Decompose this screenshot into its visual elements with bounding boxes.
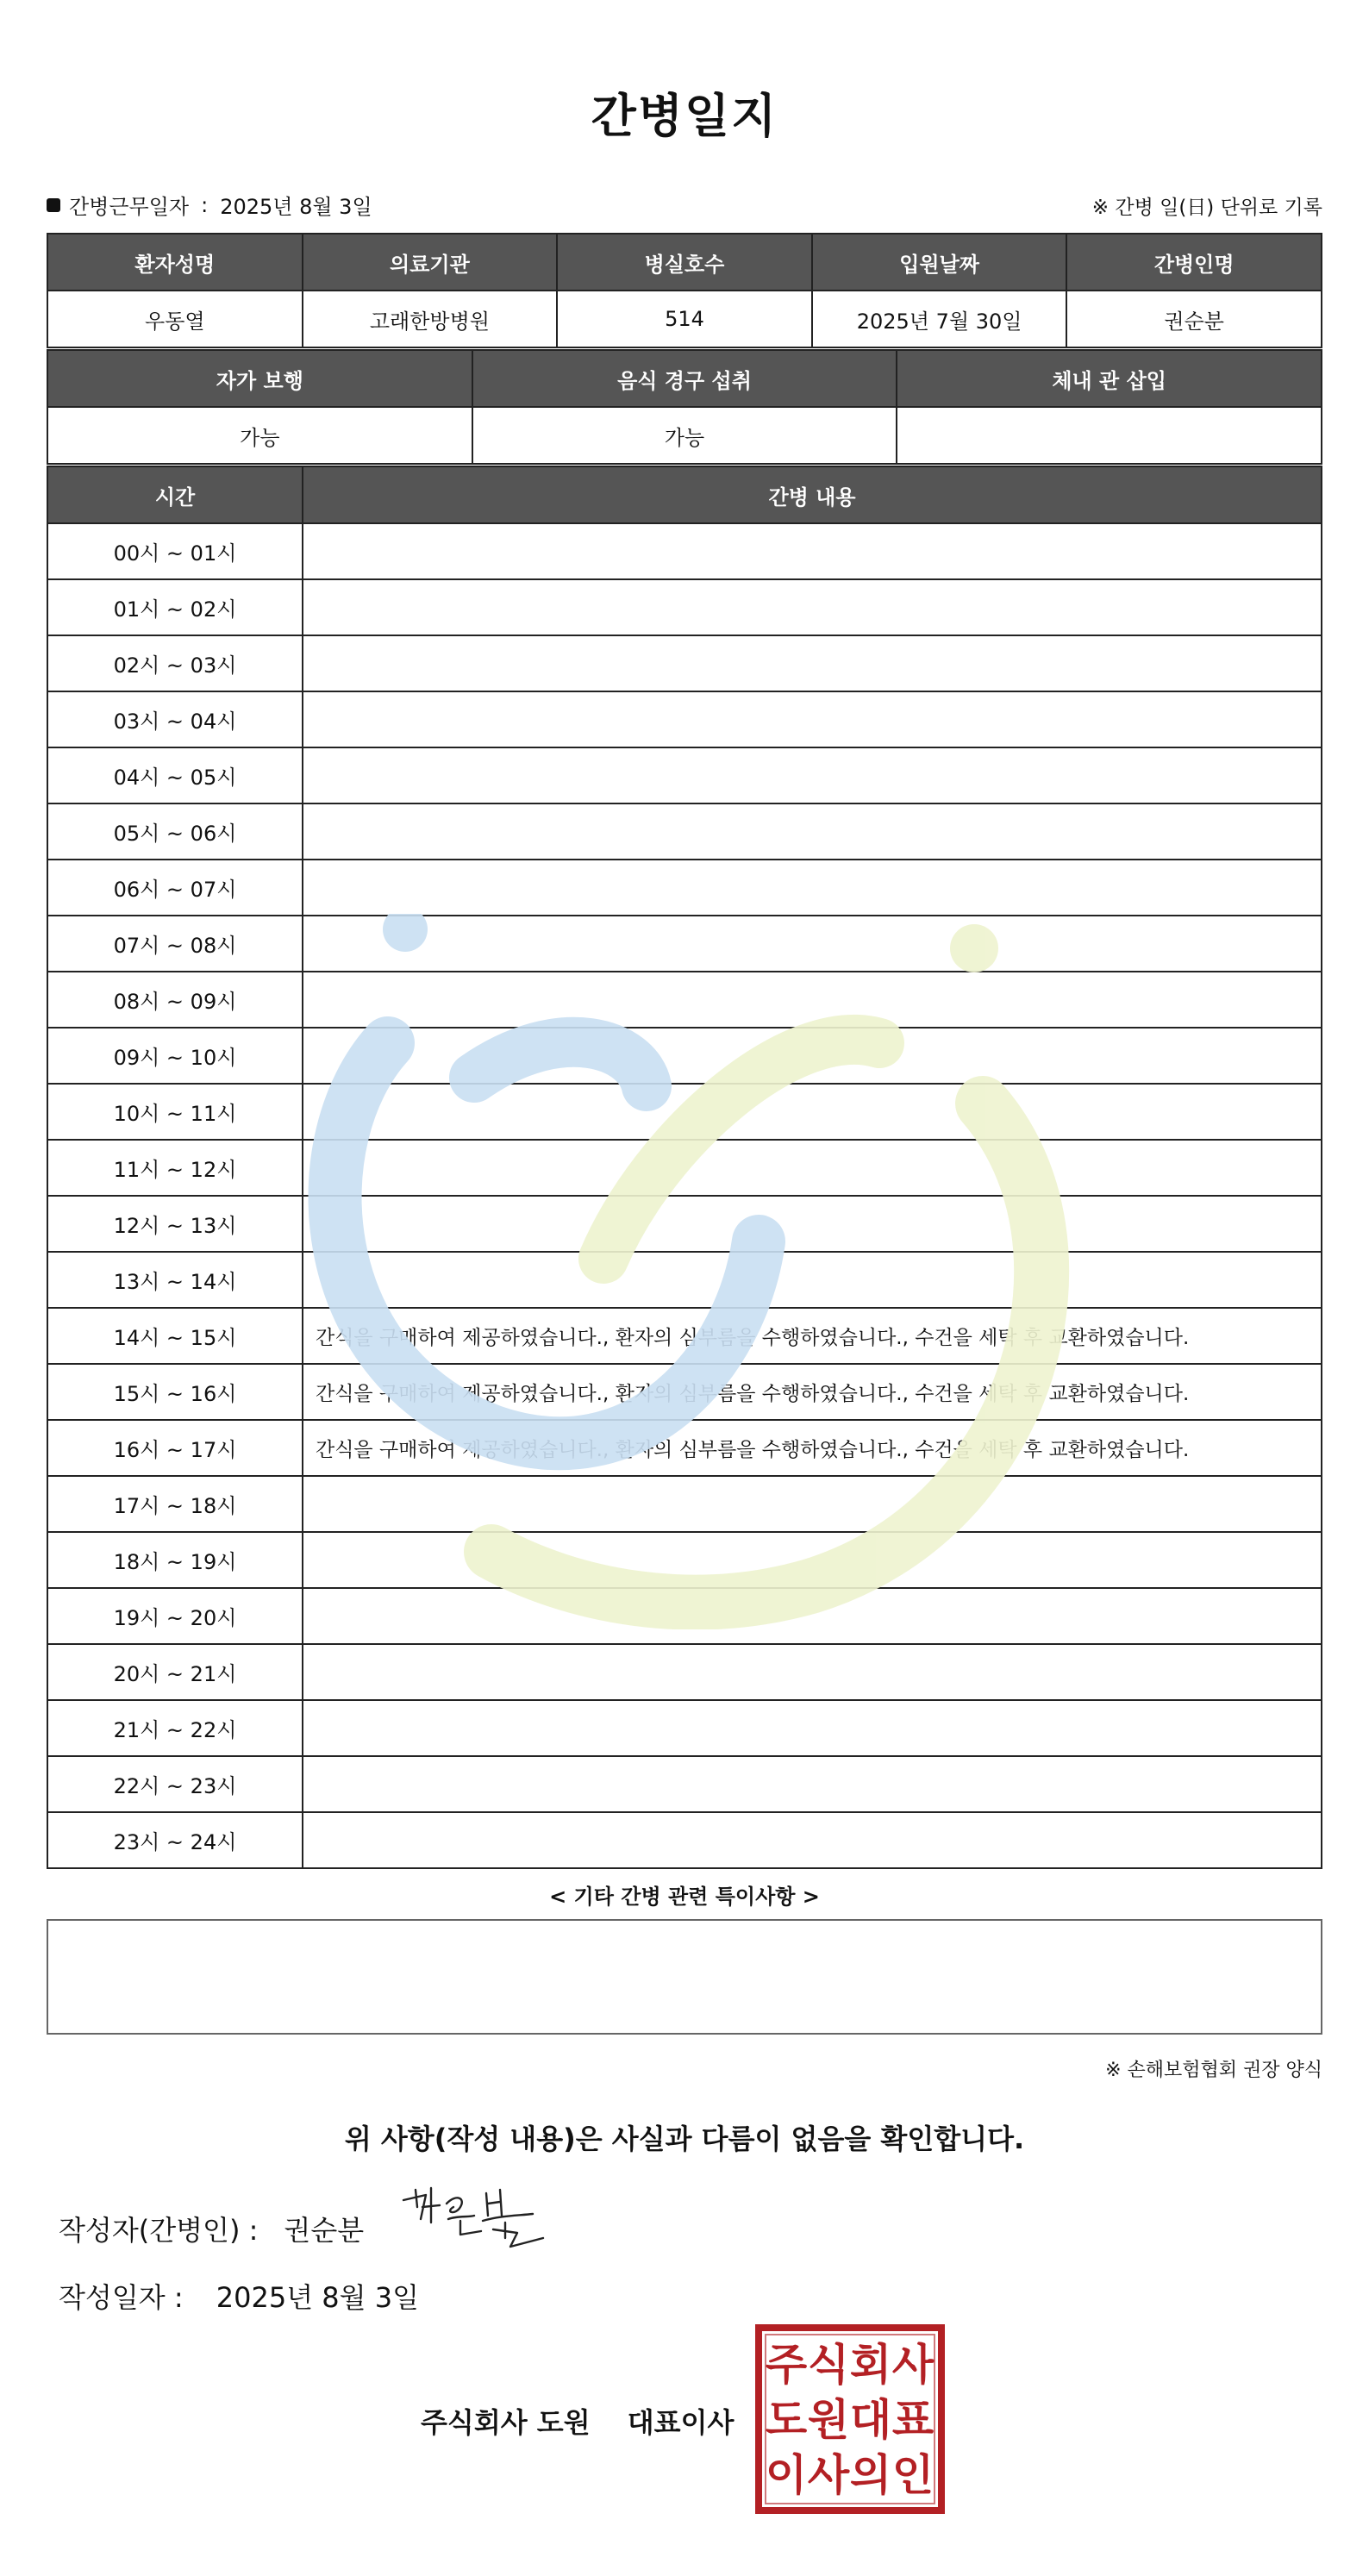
work-date-row: [47, 190, 1322, 224]
company-signature-line: [421, 2401, 734, 2441]
header-self-walking: 자가 보행: [47, 350, 472, 407]
care-log-row: [47, 1196, 1322, 1252]
header-tube-insertion: 체내 관 삽입: [897, 350, 1322, 407]
care-log-row: [47, 1644, 1322, 1700]
time-slot: 06시 ~ 07시: [47, 860, 303, 916]
care-log-row: [47, 523, 1322, 579]
time-slot: 18시 ~ 19시: [47, 1532, 303, 1588]
patient-info-header-row: [47, 234, 1322, 291]
care-log-table: [47, 466, 1322, 1869]
writer-name: 권순분: [284, 2214, 365, 2247]
care-log-row: [47, 1812, 1322, 1868]
care-log-row: [47, 803, 1322, 860]
status-value-row: [47, 407, 1322, 464]
care-log-row: [47, 1532, 1322, 1588]
care-content: [303, 1700, 1322, 1756]
patient-info-table: [47, 233, 1322, 348]
header-care-content: 간병 내용: [303, 466, 1322, 523]
seal-character: 회: [849, 2340, 892, 2390]
time-slot: 23시 ~ 24시: [47, 1812, 303, 1868]
self-walking-value: 가능: [47, 407, 472, 464]
care-content: [303, 523, 1322, 579]
writer-label: 작성자(간병인) :: [59, 2214, 259, 2247]
care-content: [303, 1252, 1322, 1308]
time-slot: 17시 ~ 18시: [47, 1476, 303, 1532]
care-log-body: [47, 523, 1322, 1868]
care-content: [303, 1084, 1322, 1140]
care-content: [303, 1028, 1322, 1084]
time-slot: 20시 ~ 21시: [47, 1644, 303, 1700]
care-content: 간식을 구매하여 제공하였습니다., 환자의 심부름을 수행하였습니다., 수건을 세탁 후 교환하였습니다.: [303, 1364, 1322, 1420]
seal-character: 도: [765, 2395, 808, 2445]
seal-character: 대: [849, 2395, 892, 2445]
seal-character: 사: [891, 2340, 935, 2390]
care-log-row: [47, 1420, 1322, 1476]
care-log-row: [47, 860, 1322, 916]
patient-info-value-row: [47, 291, 1322, 347]
time-slot: 08시 ~ 09시: [47, 972, 303, 1028]
care-content: [303, 747, 1322, 803]
time-slot: 19시 ~ 20시: [47, 1588, 303, 1644]
seal-character: 주: [765, 2340, 808, 2390]
time-slot: 04시 ~ 05시: [47, 747, 303, 803]
time-slot: 00시 ~ 01시: [47, 523, 303, 579]
care-log-header-row: [47, 466, 1322, 523]
square-bullet-icon: [47, 198, 60, 212]
care-content: [303, 1588, 1322, 1644]
care-log-row: [47, 1700, 1322, 1756]
care-content: [303, 635, 1322, 691]
time-slot: 12시 ~ 13시: [47, 1196, 303, 1252]
seal-character: 의: [849, 2450, 892, 2500]
seal-character: 사: [807, 2450, 850, 2500]
care-log-row: [47, 635, 1322, 691]
care-log-row: [47, 1140, 1322, 1196]
care-log-row: [47, 1252, 1322, 1308]
work-date-label: 간병근무일자: [69, 195, 190, 219]
care-log-row: [47, 691, 1322, 747]
header-admission-date: 입원날짜: [812, 234, 1067, 291]
care-content: [303, 803, 1322, 860]
time-slot: 13시 ~ 14시: [47, 1252, 303, 1308]
time-slot: 14시 ~ 15시: [47, 1308, 303, 1364]
room-number: 514: [557, 291, 812, 347]
patient-name: 우동열: [47, 291, 303, 347]
care-content: [303, 691, 1322, 747]
time-slot: 02시 ~ 03시: [47, 635, 303, 691]
confirmation-statement: 위 사항(작성 내용)은 사실과 다름이 없음을 확인합니다.: [344, 2123, 1025, 2155]
work-date-value: 2025년 8월 3일: [220, 195, 372, 219]
care-content: [303, 1532, 1322, 1588]
hospital-name: 고래한방병원: [303, 291, 558, 347]
time-slot: 10시 ~ 11시: [47, 1084, 303, 1140]
care-log-row: [47, 1028, 1322, 1084]
seal-character: 이: [765, 2450, 808, 2500]
time-slot: 09시 ~ 10시: [47, 1028, 303, 1084]
care-content: [303, 1756, 1322, 1812]
care-content: 간식을 구매하여 제공하였습니다., 환자의 심부름을 수행하였습니다., 수건을 세탁 후 교환하였습니다.: [303, 1420, 1322, 1476]
time-slot: 15시 ~ 16시: [47, 1364, 303, 1420]
seal-character: 원: [807, 2395, 850, 2445]
status-header-row: [47, 350, 1322, 407]
care-log-row: [47, 1588, 1322, 1644]
care-content: [303, 916, 1322, 972]
caregiver-name: 권순분: [1066, 291, 1322, 347]
written-date-label: 작성일자 :: [59, 2281, 184, 2314]
care-log-row: [47, 579, 1322, 635]
separator: :: [201, 192, 209, 217]
recommendation-note: ※ 손해보험협회 권장 양식: [1105, 2060, 1322, 2081]
care-log-row: [47, 1084, 1322, 1140]
header-hospital: 의료기관: [303, 234, 558, 291]
time-slot: 21시 ~ 22시: [47, 1700, 303, 1756]
company-name: 주식회사 도원: [421, 2406, 591, 2439]
care-content: [303, 1196, 1322, 1252]
written-date-row: [59, 2276, 419, 2316]
handwritten-signature: [397, 2181, 560, 2259]
time-slot: 16시 ~ 17시: [47, 1420, 303, 1476]
header-caregiver-name: 간병인명: [1066, 234, 1322, 291]
seal-character: 표: [891, 2395, 935, 2445]
care-log-row: [47, 972, 1322, 1028]
time-slot: 03시 ~ 04시: [47, 691, 303, 747]
record-note: ※ 간병 일(日) 단위로 기록: [1091, 197, 1322, 219]
header-room-number: 병실호수: [557, 234, 812, 291]
care-log-row: [47, 1476, 1322, 1532]
header-time: 시간: [47, 466, 303, 523]
care-content: [303, 1644, 1322, 1700]
care-content: 간식을 구매하여 제공하였습니다., 환자의 심부름을 수행하였습니다., 수건을 세탁 후 교환하였습니다.: [303, 1308, 1322, 1364]
written-date-value: 2025년 8월 3일: [216, 2281, 420, 2314]
seal-lettering: [766, 2340, 935, 2500]
care-content: [303, 1476, 1322, 1532]
care-content: [303, 972, 1322, 1028]
oral-intake-value: 가능: [472, 407, 897, 464]
special-notes-title: < 기타 간병 관련 특이사항 >: [549, 1885, 820, 1909]
time-slot: 01시 ~ 02시: [47, 579, 303, 635]
care-content: [303, 1140, 1322, 1196]
care-log-row: [47, 1756, 1322, 1812]
header-patient-name: 환자성명: [47, 234, 303, 291]
seal-character: 인: [891, 2450, 935, 2500]
time-slot: 22시 ~ 23시: [47, 1756, 303, 1812]
care-content: [303, 1812, 1322, 1868]
care-content: [303, 579, 1322, 635]
ceo-title: 대표이사: [627, 2406, 735, 2439]
admission-date: 2025년 7월 30일: [812, 291, 1067, 347]
writer-row: [59, 2209, 364, 2248]
time-slot: 05시 ~ 06시: [47, 803, 303, 860]
patient-status-table: [47, 349, 1322, 465]
care-log-row: [47, 916, 1322, 972]
tube-insertion-value: [897, 407, 1322, 464]
header-oral-intake: 음식 경구 섭취: [472, 350, 897, 407]
seal-character: 식: [807, 2340, 850, 2390]
care-log-row: [47, 1364, 1322, 1420]
time-slot: 07시 ~ 08시: [47, 916, 303, 972]
document-title: 간병일지: [591, 89, 778, 143]
care-content: [303, 860, 1322, 916]
company-seal-stamp: [753, 2323, 947, 2516]
care-log-row: [47, 747, 1322, 803]
care-log-row: [47, 1308, 1322, 1364]
special-notes-box: [47, 1919, 1322, 2035]
time-slot: 11시 ~ 12시: [47, 1140, 303, 1196]
